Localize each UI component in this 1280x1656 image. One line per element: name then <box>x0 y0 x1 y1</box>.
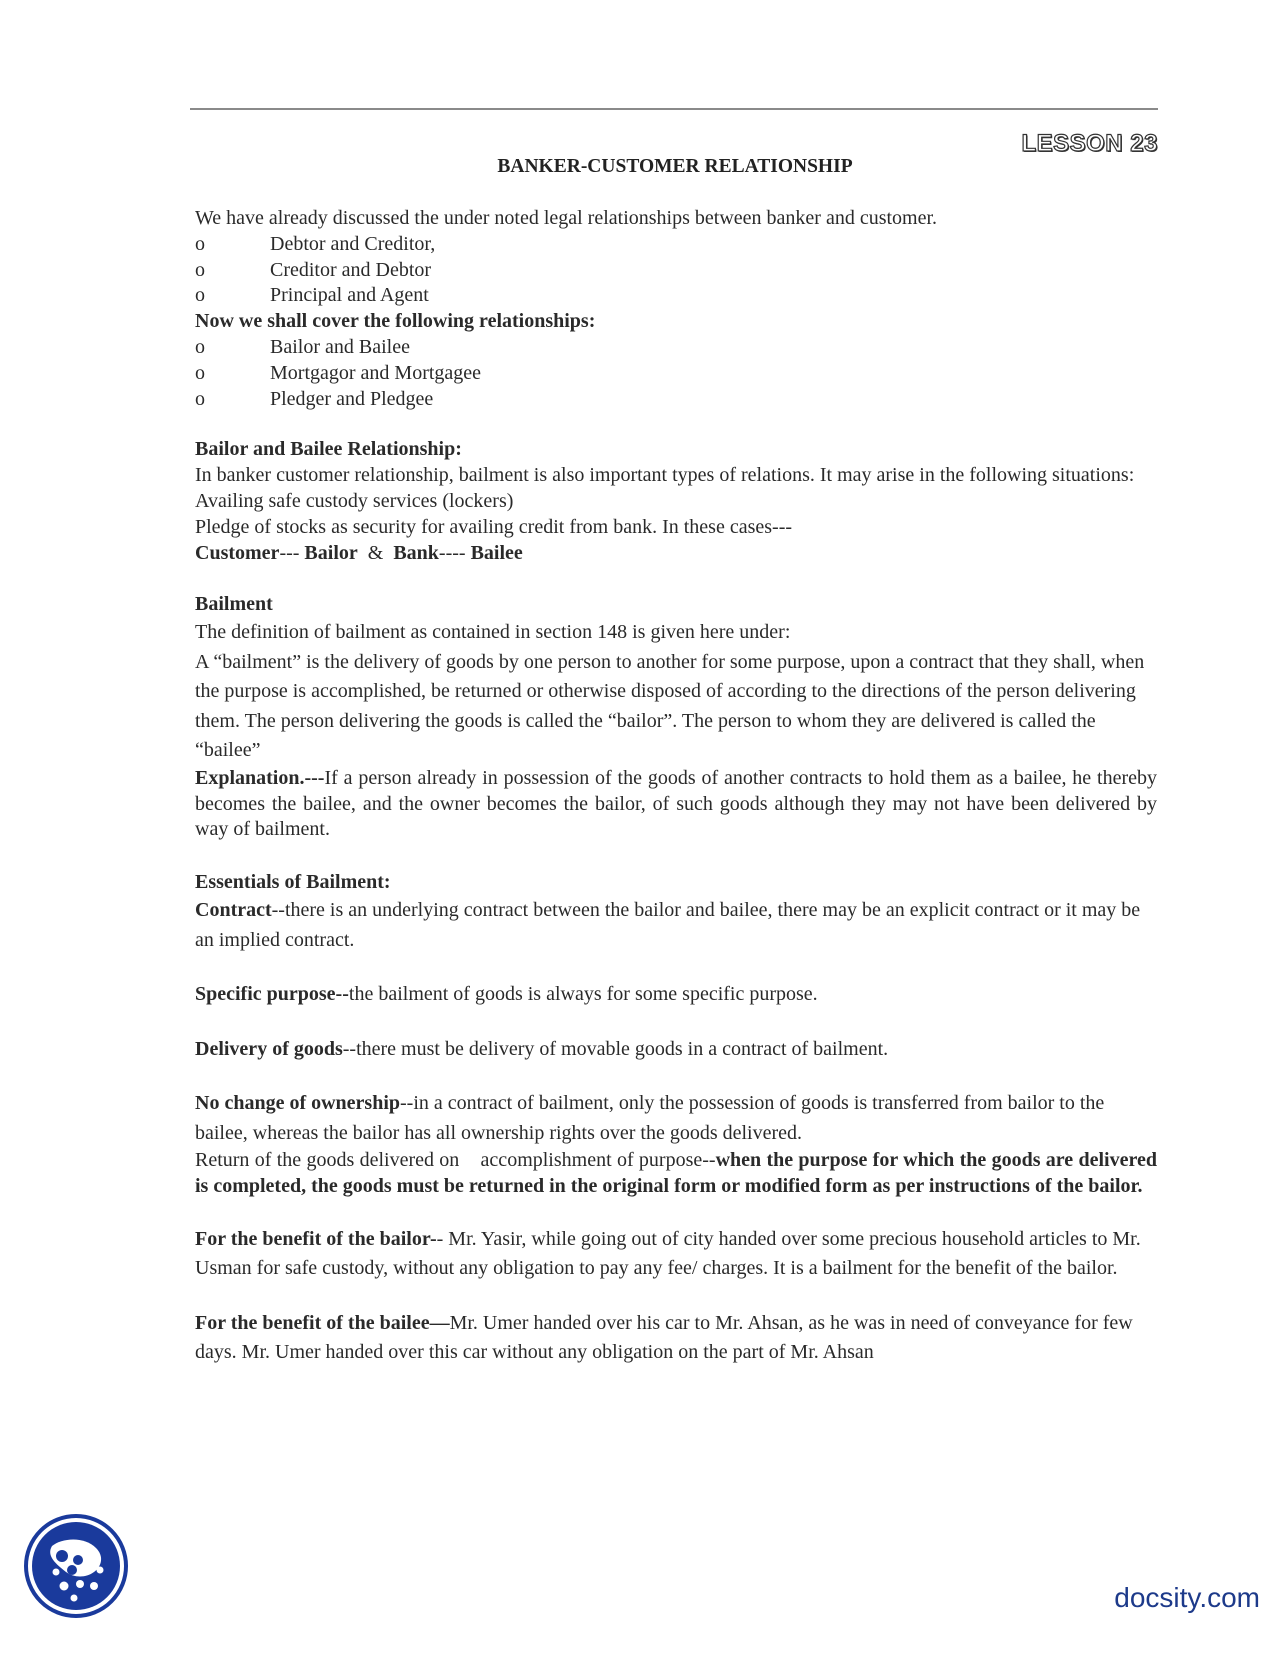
bailor-bailee-paragraph: In banker customer relationship, bailment is also important types of relations. It may arise in the following situations: <box>195 464 1135 487</box>
bailment-intro: The definition of bailment as contained in section 148 is given here under: <box>195 621 791 644</box>
docsity-logo-icon <box>22 1512 130 1620</box>
document-body <box>195 206 1157 1368</box>
document-title: BANKER-CUSTOMER RELATIONSHIP <box>497 156 853 177</box>
list-item: o Pledger and Pledgee <box>195 387 1157 413</box>
cover-heading: Now we shall cover the following relationships: <box>195 310 596 333</box>
list-item: o Mortgagor and Mortgagee <box>195 361 1157 387</box>
pledge-line: Pledge of stocks as security for availing credit from bank. In these cases--- <box>195 515 793 538</box>
bullet-icon: o <box>195 335 205 358</box>
bailment-definition: A “bailment” is the delivery of goods by one person to another for some purpose, upon a contract that they shall, when the purpose is accomplished, be returned or otherwise disposed of according to the directions of the person delivering them. The person delivering the goods is called the “bailor”. The person to whom they are delivered is called the “bailee” <box>195 650 1145 762</box>
explanation-paragraph: Explanation.---If a person already in possession of the goods of another contracts to hold them as a bailee, he thereby becomes the bailee, and the owner becomes the bailor, of such goods although they may not have been delivered by way of bailment. <box>195 766 1157 841</box>
list-item: o Principal and Agent <box>195 283 1157 309</box>
essential-ownership: No change of ownership--in a contract of bailment, only the possession of goods is transferred from bailor to the bailee, whereas the bailor has all ownership rights over the goods delivered. <box>195 1092 1105 1144</box>
list-item: o Bailor and Bailee <box>195 335 1157 361</box>
roles-line: Customer--- Bailor & Bank---- Bailee <box>195 541 523 564</box>
bullet-icon: o <box>195 361 205 384</box>
essential-return: Return of the goods delivered on accomplishment of purpose--when the purpose for which the goods are delivered is completed, the goods must be returned in the original form or modified form as per instructions of the bailor. <box>195 1149 1158 1198</box>
bullet-icon: o <box>195 284 205 307</box>
essential-purpose: Specific purpose--the bailment of goods is always for some specific purpose. <box>195 983 818 1006</box>
essential-delivery: Delivery of goods--there must be delivery of movable goods in a contract of bailment. <box>195 1037 889 1060</box>
list-item: o Creditor and Debtor <box>195 258 1157 284</box>
essentials-heading: Essentials of Bailment: <box>195 871 391 894</box>
docsity-brand[interactable]: docsity.com <box>1114 1582 1260 1613</box>
bailor-bailee-heading: Bailor and Bailee Relationship: <box>195 438 462 461</box>
bullet-icon: o <box>195 387 205 410</box>
bailment-heading: Bailment <box>195 593 273 616</box>
safe-custody-line: Availing safe custody services (lockers) <box>195 489 514 512</box>
bullet-icon: o <box>195 232 205 255</box>
benefit-bailee: For the benefit of the bailee—Mr. Umer handed over his car to Mr. Ahsan, as he was in need of conveyance for few days. Mr. Umer handed over this car without any obligation on the part of Mr. Ahsan <box>195 1311 1133 1364</box>
header-rule <box>190 108 1158 110</box>
intro-text: We have already discussed the under noted legal relationships between banker and customer. <box>195 207 938 229</box>
bullet-icon: o <box>195 258 205 281</box>
lesson-number: LESSON 23 <box>1021 130 1158 157</box>
list-item: o Debtor and Creditor, <box>195 232 1157 258</box>
essential-contract: Contract--there is an underlying contract between the bailor and bailee, there may be an explicit contract or it may be an implied contract. <box>195 899 1141 951</box>
benefit-bailor: For the benefit of the bailor-- Mr. Yasir, while going out of city handed over some precious household articles to Mr. Usman for safe custody, without any obligation to pay any fee/ charges. It is a bailment for the benefit of the bailor. <box>195 1227 1141 1280</box>
